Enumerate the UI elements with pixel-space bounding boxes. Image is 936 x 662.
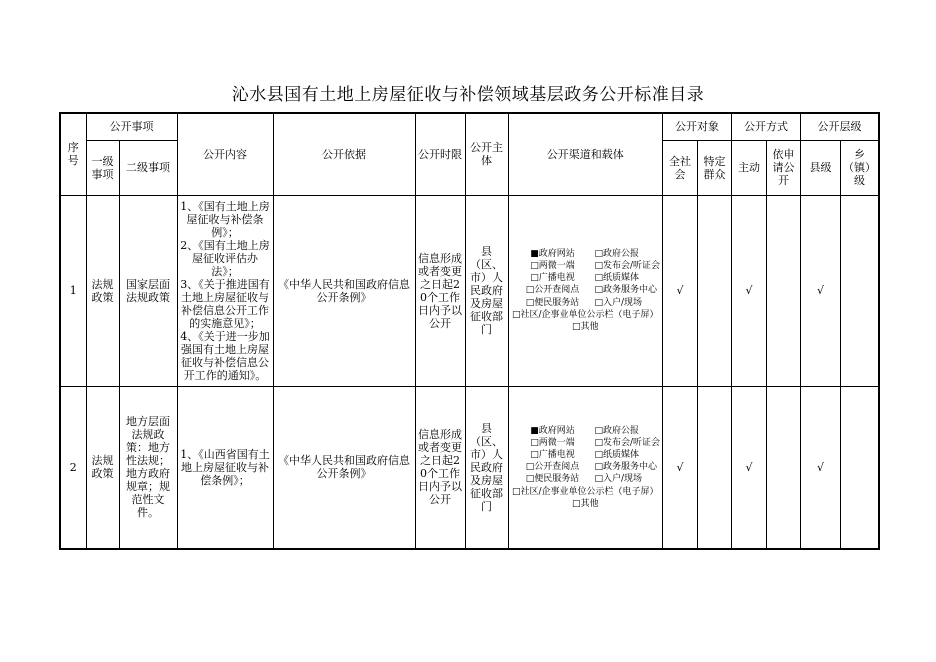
row-content: 1、《国有土地上房屋征收与补偿条例》； 2、《国有土地上房屋征收评估办法》； 3、《关于推进国有土地上房屋征收与补偿信息公开工作的实施意见》； 4、《关于进一步加强国有土地上房屋征收与补偿信息公开工作的通知》。 [177, 195, 273, 386]
row-method-active: √ [732, 195, 767, 386]
row-channels [508, 195, 663, 386]
row-subject: 县（区、市）人民政府及房屋征收部门 [465, 195, 508, 386]
row-subject: 县（区、市）人民政府及房屋征收部门 [465, 386, 508, 549]
row-level-county: √ [801, 386, 841, 549]
header-aud-specific: 特定群众 [698, 140, 732, 195]
row-content: 1、《山西省国有土地上房屋征收与补偿条例》； [177, 386, 273, 549]
channel-item: □入户/现场 [594, 474, 643, 485]
channel-item: □纸质媒体 [594, 273, 640, 284]
header-method: 公开方式 [732, 113, 801, 140]
channel-item: □其他 [572, 498, 599, 509]
channel-item: □发布会/听证会 [594, 260, 661, 271]
page-title: 沁水县国有土地上房屋征收与补偿领域基层政务公开标准目录 [231, 85, 705, 105]
row-level2: 地方层面法规政策：地方性法规；地方政府规章；规范性文件。 [119, 386, 177, 549]
row-level-town [841, 386, 880, 549]
channel-item: □社区/企事业单位公示栏（电子屏） [512, 309, 659, 320]
channel-item: ■政府网站 [530, 425, 575, 436]
header-level2: 二级事项 [119, 140, 177, 195]
row-level2: 国家层面法规政策 [119, 195, 177, 386]
header-level-town: 乡（镇）级 [841, 140, 880, 195]
channel-item: □政府公报 [594, 248, 640, 259]
channel-item: □政务服务中心 [594, 285, 658, 296]
row-aud-all: √ [663, 386, 698, 549]
row-basis: 《中华人民共和国政府信息公开条例》 [273, 195, 415, 386]
row-aud-specific [698, 195, 732, 386]
header-channels: 公开渠道和载体 [508, 113, 663, 195]
row-method-active: √ [732, 386, 767, 549]
channel-item: □入户/现场 [594, 297, 643, 308]
header-level: 公开层级 [801, 113, 880, 140]
channel-item: □两微一端 [530, 437, 575, 448]
row-level1: 法规政策 [86, 195, 119, 386]
row-level-town [841, 195, 880, 386]
channel-item: □便民服务站 [525, 297, 580, 308]
row-aud-all: √ [663, 195, 698, 386]
table-row [60, 386, 879, 549]
channel-item: □社区/企事业单位公示栏（电子屏） [512, 486, 659, 497]
header-aud-all: 全社会 [663, 140, 698, 195]
channel-item: ■政府网站 [530, 248, 575, 259]
header-level1: 一级事项 [86, 140, 119, 195]
row-aud-specific [698, 386, 732, 549]
channel-item: □公开查阅点 [525, 462, 580, 473]
table-row [60, 195, 879, 386]
channel-item: □广播电视 [530, 449, 575, 460]
header-content: 公开内容 [177, 113, 273, 195]
channel-item: □两微一端 [530, 260, 575, 271]
header-items: 公开事项 [86, 113, 177, 140]
header-seq: 序号 [60, 113, 86, 195]
row-level-county: √ [801, 195, 841, 386]
header-basis: 公开依据 [273, 113, 415, 195]
row-seq: 2 [60, 386, 86, 549]
header-method-request: 依申请公开 [767, 140, 801, 195]
row-channels [508, 386, 663, 549]
row-level1: 法规政策 [86, 386, 119, 549]
row-basis: 《中华人民共和国政府信息公开条例》 [273, 386, 415, 549]
channel-item: □广播电视 [530, 273, 575, 284]
row-seq: 1 [60, 195, 86, 386]
header-level-county: 县级 [801, 140, 841, 195]
row-method-request [767, 195, 801, 386]
channel-item: □发布会/听证会 [594, 437, 661, 448]
row-time: 信息形成或者变更之日起20个工作日内予以公开 [415, 386, 465, 549]
header-audience: 公开对象 [663, 113, 732, 140]
header-method-active: 主动 [732, 140, 767, 195]
header-subject: 公开主体 [465, 113, 508, 195]
channel-item: □纸质媒体 [594, 449, 640, 460]
channel-item: □政府公报 [594, 425, 640, 436]
row-time: 信息形成或者变更之日起20个工作日内予以公开 [415, 195, 465, 386]
catalog-table [59, 112, 880, 550]
channel-item: □便民服务站 [525, 474, 580, 485]
header-time: 公开时限 [415, 113, 465, 195]
row-method-request [767, 386, 801, 549]
channel-item: □其他 [572, 322, 599, 332]
channel-item: □政务服务中心 [594, 462, 658, 473]
channel-item: □公开查阅点 [525, 285, 580, 296]
